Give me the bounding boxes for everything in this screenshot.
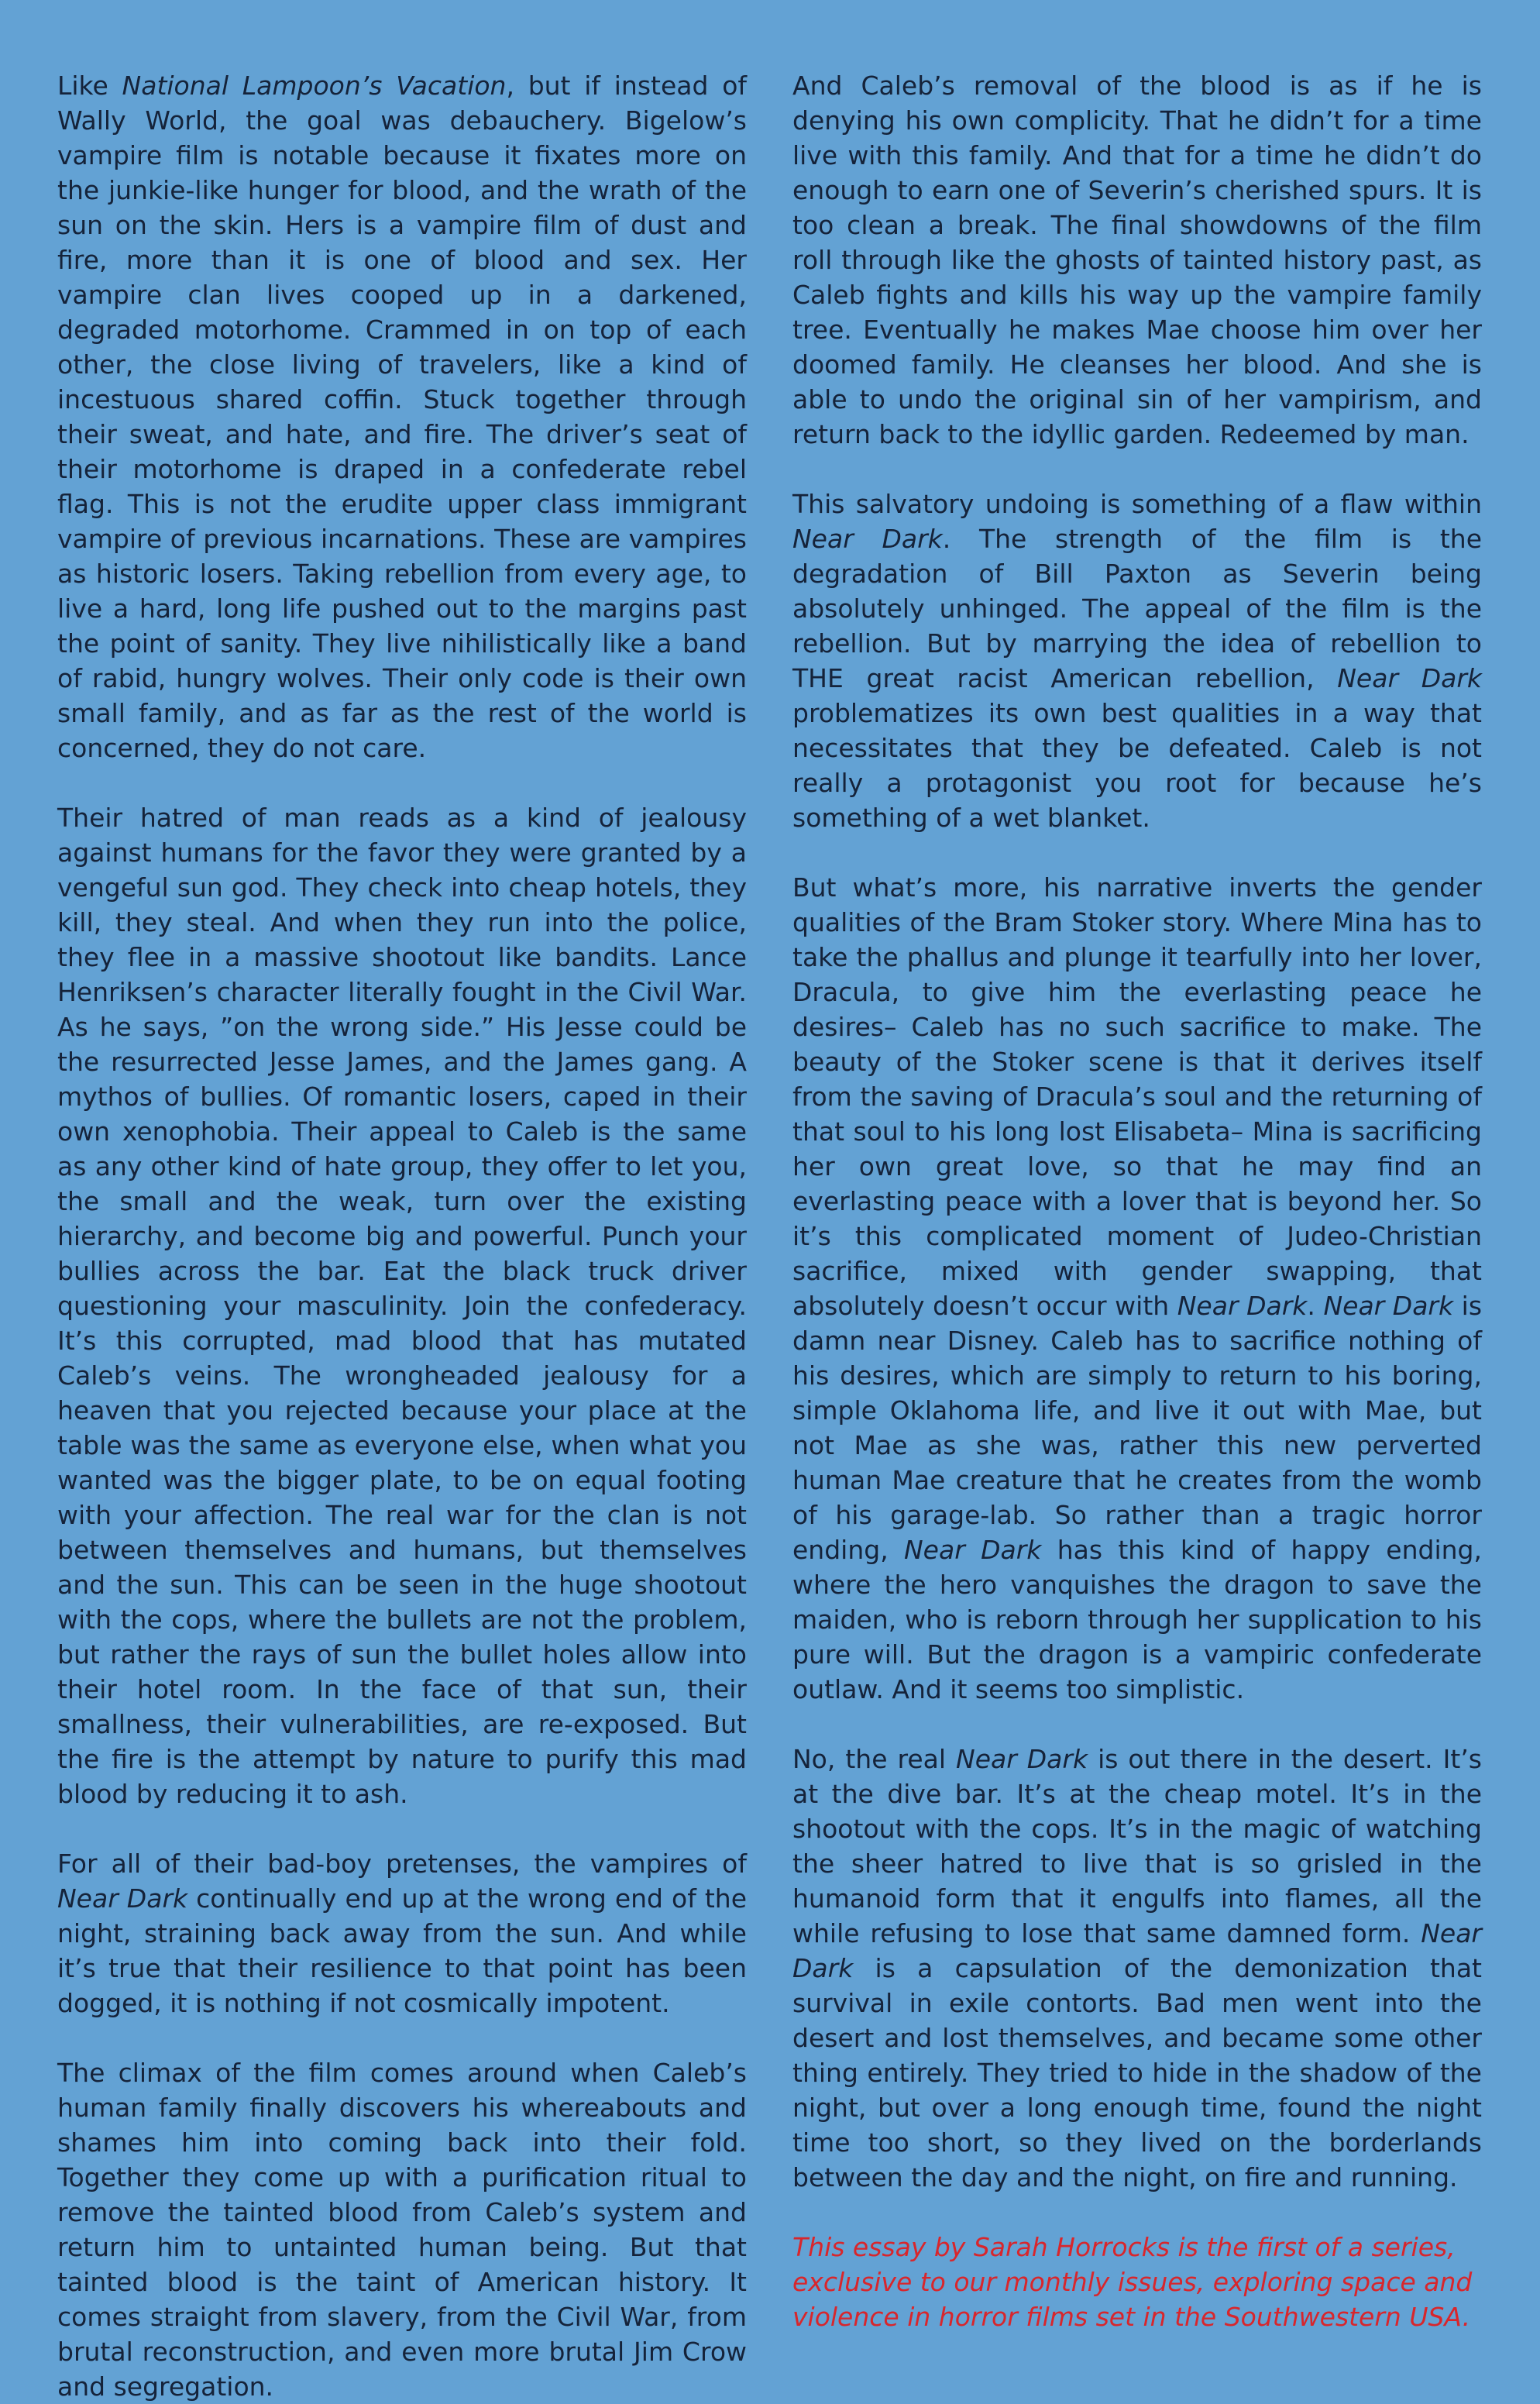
text-run: . [1307,1291,1324,1321]
text-run: But what’s more, his narrative inverts the gender qualities of the Bram Stoker story. Where Mina has to take the phallus and plunge it tearfully into her lover, Dracula, to give him the everlasting peace he desires– Caleb has no such sacrifice to make. The beauty of the Stoker scene is that it derives itself from the saving of Dracula’s soul and the returning of that soul to his long lost Elisabeta– Mina is sacrificing her own great love, so that he may find an everlasting peace with a lover that is beyond her. So it’s this complicated moment of Judeo-Christian sacrifice, mixed with gender swapping, that absolutely doesn’t occur with [792,872,1482,1321]
text-run: For all of their bad-boy pretenses, the vampires of [57,1849,747,1879]
film-title-italic: Near Dark [57,1883,188,1914]
film-title-italic: Near Dark [1337,663,1482,693]
text-run: is out there in the desert. It’s at the dive bar. It’s at the cheap motel. It’s in the shootout with the cops. It’s in the magic of watching the sheer hatred to live that is so grisled in the humanoid form that it engulfs into flames, all the while refusing to lose that same damned form. [792,1744,1483,1948]
right-paragraph-1: And Caleb’s removal of the blood is as if he is denying his own complicity. That he didn’t for a time live with this family. And that for a time he didn’t do enough to earn one of Severin’s cherished spurs. It is too clean a break. The final showdowns of the film roll through like the ghosts of tainted history past, as Caleb fights and kills his way up the vampire family tree. Eventually he makes Mae choose him over her doomed family. He cleanses her blood. And she is able to undo the original sin of her vampirism, and return back to the idyllic garden. Redeemed by man. [792,71,1482,449]
series-note: This essay by Sarah Horrocks is the first of a series, exclusive to our monthly issues, exploring space and violence in horror films set in the Southwestern USA. [792,2232,1473,2332]
text-run: This salvatory undoing is something of a flaw within [792,489,1482,519]
left-column [57,68,747,2404]
left-paragraph-1 [57,68,747,765]
text-run: continually end up at the wrong end of the night, straining back away from the sun. And while it’s true that their resilience to that point has been dogged, it is nothing if not cosmically impotent. [57,1883,748,2018]
text-run: Like [57,71,122,101]
text-run: , but if instead of Wally World, the goal was debauchery. Bigelow’s vampire film is notable because it fixates more on the junkie-like hunger for blood, and the wrath of the sun on the skin. Hers is a vampire film of dust and fire, more than it is one of blood and sex. Her vampire clan lives cooped up in a darkened, degraded motorhome. Crammed in on top of each other, the close living of travelers, like a kind of incestuous shared coffin. Stuck together through their sweat, and hate, and fire. The driver’s seat of their motorhome is draped in a confederate rebel flag. This is not the erudite upper class immigrant vampire of previous incarnations. These are vampires as historic losers. Taking rebellion from every age, to live a hard, long life pushed out to the margins past the point of sanity. They live nihilistically like a band of rabid, hungry wolves. Their only code is their own small family, and as far as the rest of the world is concerned, they do not care. [57,71,747,763]
right-paragraph-3 [792,870,1482,1707]
film-title-italic: Near Dark [1323,1291,1454,1321]
film-title-italic: Near Dark [792,1918,1482,1983]
left-paragraph-3 [57,1846,747,2021]
text-run: has this kind of happy ending, where the hero vanquishes the dragon to save the maiden, who is reborn through her supplication to his pure will. But the dragon is a vampiric confederate outlaw. And it seems too simplistic. [792,1535,1482,1704]
right-paragraph-2 [792,487,1482,835]
text-run: problematizes its own best qualities in a way that necessitates that they be defeated. Caleb is not really a protagonist you root for because he’s something of a wet blanket. [792,698,1482,833]
film-title-italic: Near Dark [956,1744,1088,1774]
film-title-italic: Near Dark [792,524,943,554]
text-run: is a capsulation of the demonization that survival in exile contorts. Bad men went into the desert and lost themselves, and became some other thing entirely. They tried to hide in the shadow of the night, but over a long enough time, found the night time too short, so they lived on the borderlands between the day and the night, on fire and running. [792,1953,1482,2192]
right-paragraph-4 [792,1742,1482,2195]
text-run: No, the real [792,1744,957,1774]
right-column [792,68,1482,2334]
left-paragraph-2: Their hatred of man reads as a kind of jealousy against humans for the favor they were granted by a vengeful sun god. They check into cheap hotels, they kill, they steal. And when they run into the police, they flee in a massive shootout like bandits. Lance Henriksen’s character literally fought in the Civil War. As he says, ”on the wrong side.” His Jesse could be the resurrected Jesse James, and the James gang. A mythos of bullies. Of romantic losers, caped in their own xenophobia. Their appeal to Caleb is the same as any other kind of hate group, they offer to let you, the small and the weak, turn over the existing hierarchy, and become big and powerful. Punch your bullies across the bar. Eat the black truck driver questioning your masculinity. Join the confederacy. It’s this corrupted, mad blood that has mutated Caleb’s veins. The wrongheaded jealousy for a heaven that you rejected because your place at the table was the same as everyone else, when what you wanted was the bigger plate, to be on equal footing with your affection. The real war for the clan is not between themselves and humans, but themselves and the sun. This can be seen in the huge shootout with the cops, where the bullets are not the problem, but rather the rays of sun the bullet holes allow into their hotel room. In the face of that sun, their smallness, their vulnerabilities, are re-exposed. But the fire is the attempt by nature to purify this mad blood by reducing it to ash. [57,803,747,1809]
film-title-italic: National Lampoon’s Vacation [122,71,507,101]
left-paragraph-4: The climax of the film comes around when Caleb’s human family finally discovers his whereabouts and shames him into coming back into their fold. Together they come up with a purification ritual to remove the tainted blood from Caleb’s system and return him to untainted human being. But that tainted blood is the taint of American history. It comes straight from slavery, from the Civil War, from brutal reconstruction, and even more brutal Jim Crow and segregation. [57,2058,747,2402]
film-title-italic: Near Dark [1177,1291,1308,1321]
text-run: . The strength of the film is the degradation of Bill Paxton as Severin being absolutely unhinged. The appeal of the film is the rebellion. But by marrying the idea of rebellion to THE great racist American rebellion, [792,524,1483,693]
film-title-italic: Near Dark [904,1535,1042,1565]
text-run: is damn near Disney. Caleb has to sacrifice nothing of his desires, which are simply to return to his boring, simple Oklahoma life, and live it out with Mae, but not Mae as she was, rather this new perverted human Mae creature that he creates from the womb of his garage-lab. So rather than a tragic horror ending, [792,1291,1483,1565]
